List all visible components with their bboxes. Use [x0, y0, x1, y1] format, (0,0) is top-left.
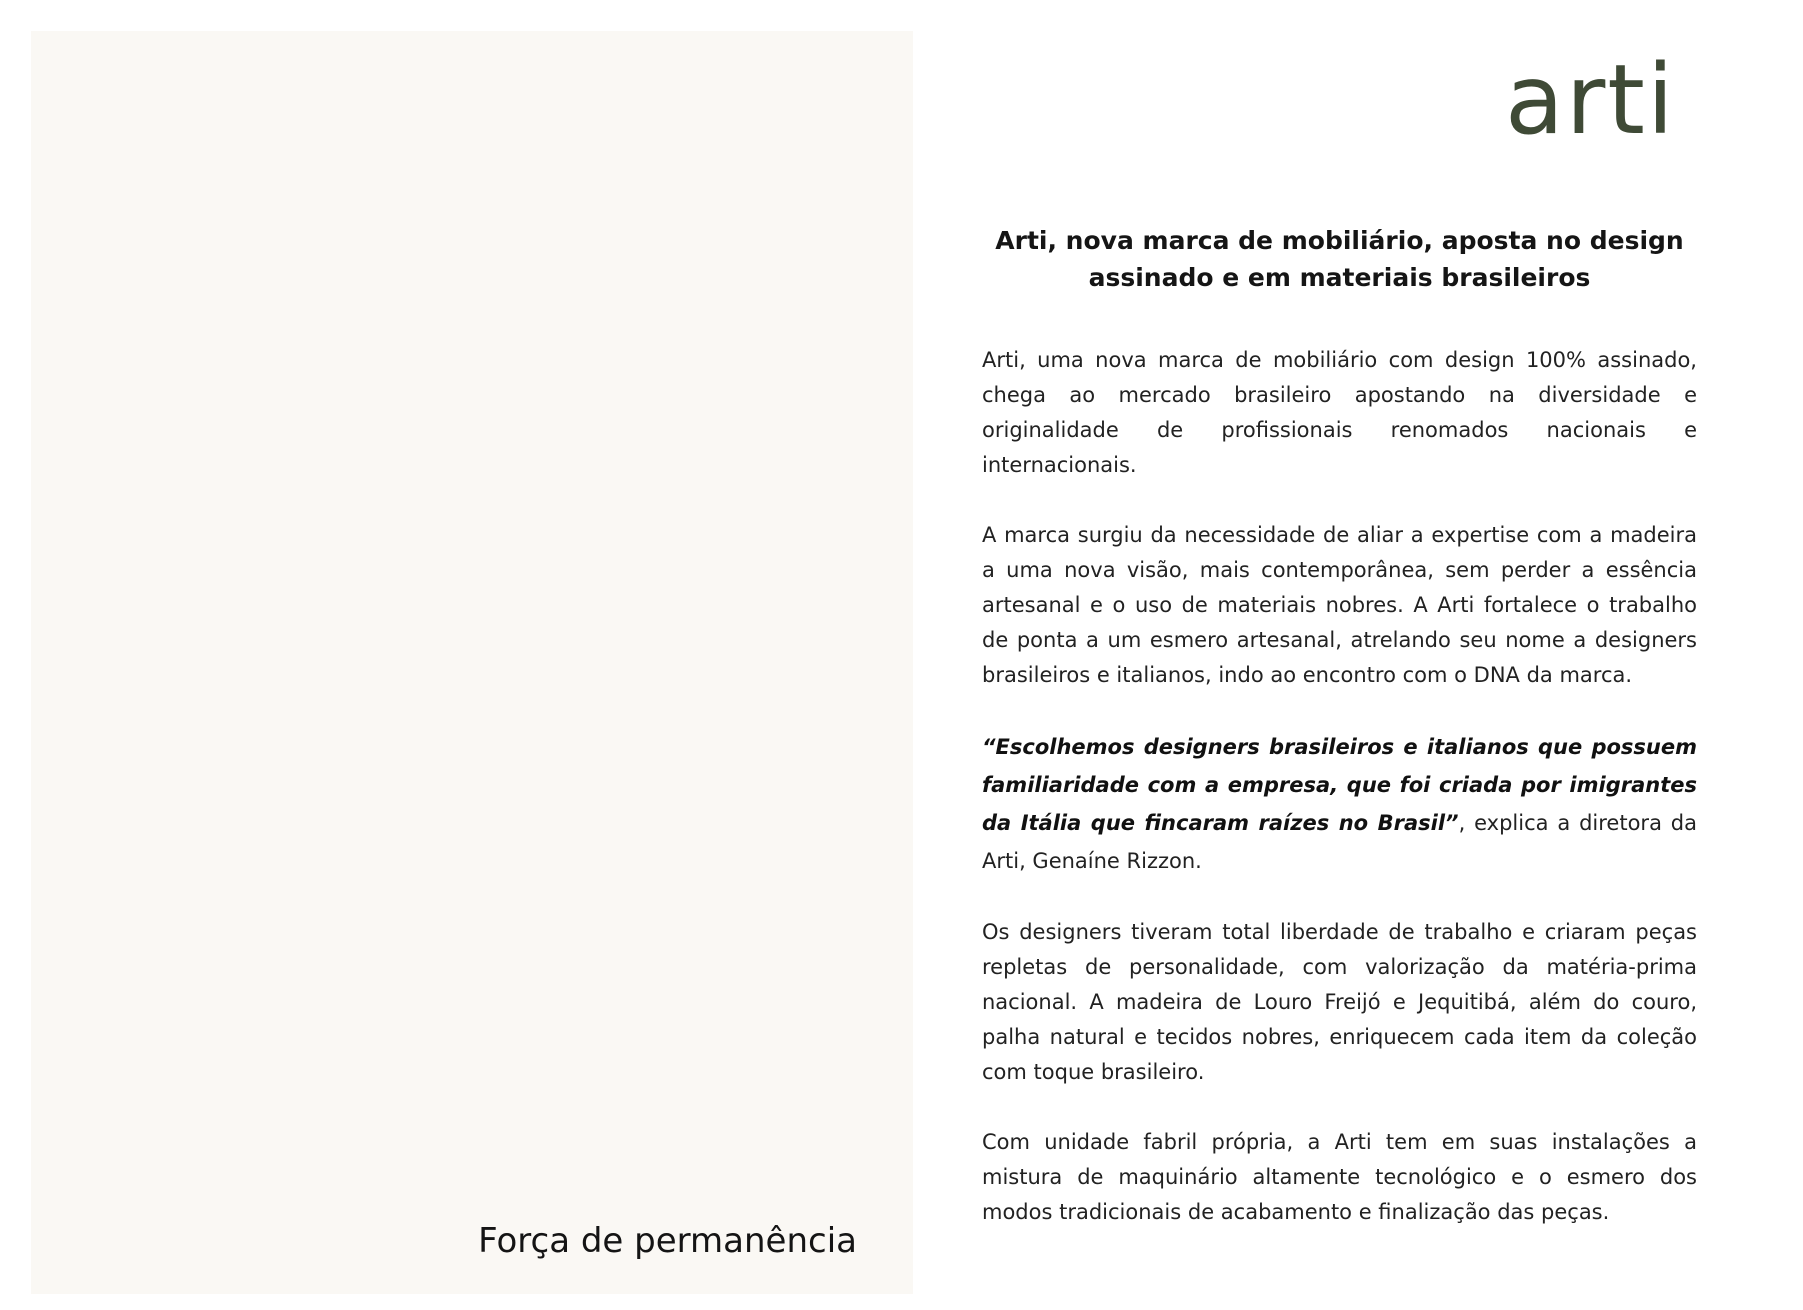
article-paragraph-5: Com unidade fabril própria, a Arti tem em suas instalações a mistura de maquinário altamente tecnológico e o esmero dos modos tradicionais de acabamento e finalização das peças. — [982, 1130, 1697, 1224]
arti-logo: arti — [1505, 44, 1676, 156]
image-placeholder-panel — [31, 31, 913, 1294]
quote-attribution: , explica a diretora da Arti, Genaíne Rizzon. — [982, 811, 1697, 873]
article-paragraph-4: Os designers tiveram total liberdade de trabalho e criaram peças repletas de personalidade, com valorização da matéria-prima nacional. A madeira de Louro Freijó e Jequitibá, além do couro, palha natural e tecidos nobres, enriquecem cada item da coleção com toque brasileiro. — [982, 920, 1697, 1084]
article-paragraph-1: Arti, uma nova marca de mobiliário com design 100% assinado, chega ao mercado brasileiro apostando na diversidade e originalidade de profissionais renomados nacionais e internacionais. — [982, 348, 1697, 477]
article-quote-paragraph — [982, 728, 1697, 880]
article — [982, 222, 1697, 1265]
article-headline: Arti, nova marca de mobiliário, aposta no design assinado e em materiais brasileiros — [995, 226, 1684, 292]
article-paragraph-2: A marca surgiu da necessidade de aliar a expertise com a madeira a uma nova visão, mais contemporânea, sem perder a essência artesanal e o uso de materiais nobres. A Arti fortalece o trabalho de ponta a um esmero artesanal, atrelando seu nome a designers brasileiros e italianos, indo ao encontro com o DNA da marca. — [982, 523, 1697, 687]
image-caption: Força de permanência — [478, 1221, 857, 1261]
pull-quote: “Escolhemos designers brasileiros e italianos que possuem familiaridade com a empresa, que foi criada por imigrantes da Itália que fincaram raízes no Brasil” — [982, 735, 1697, 835]
